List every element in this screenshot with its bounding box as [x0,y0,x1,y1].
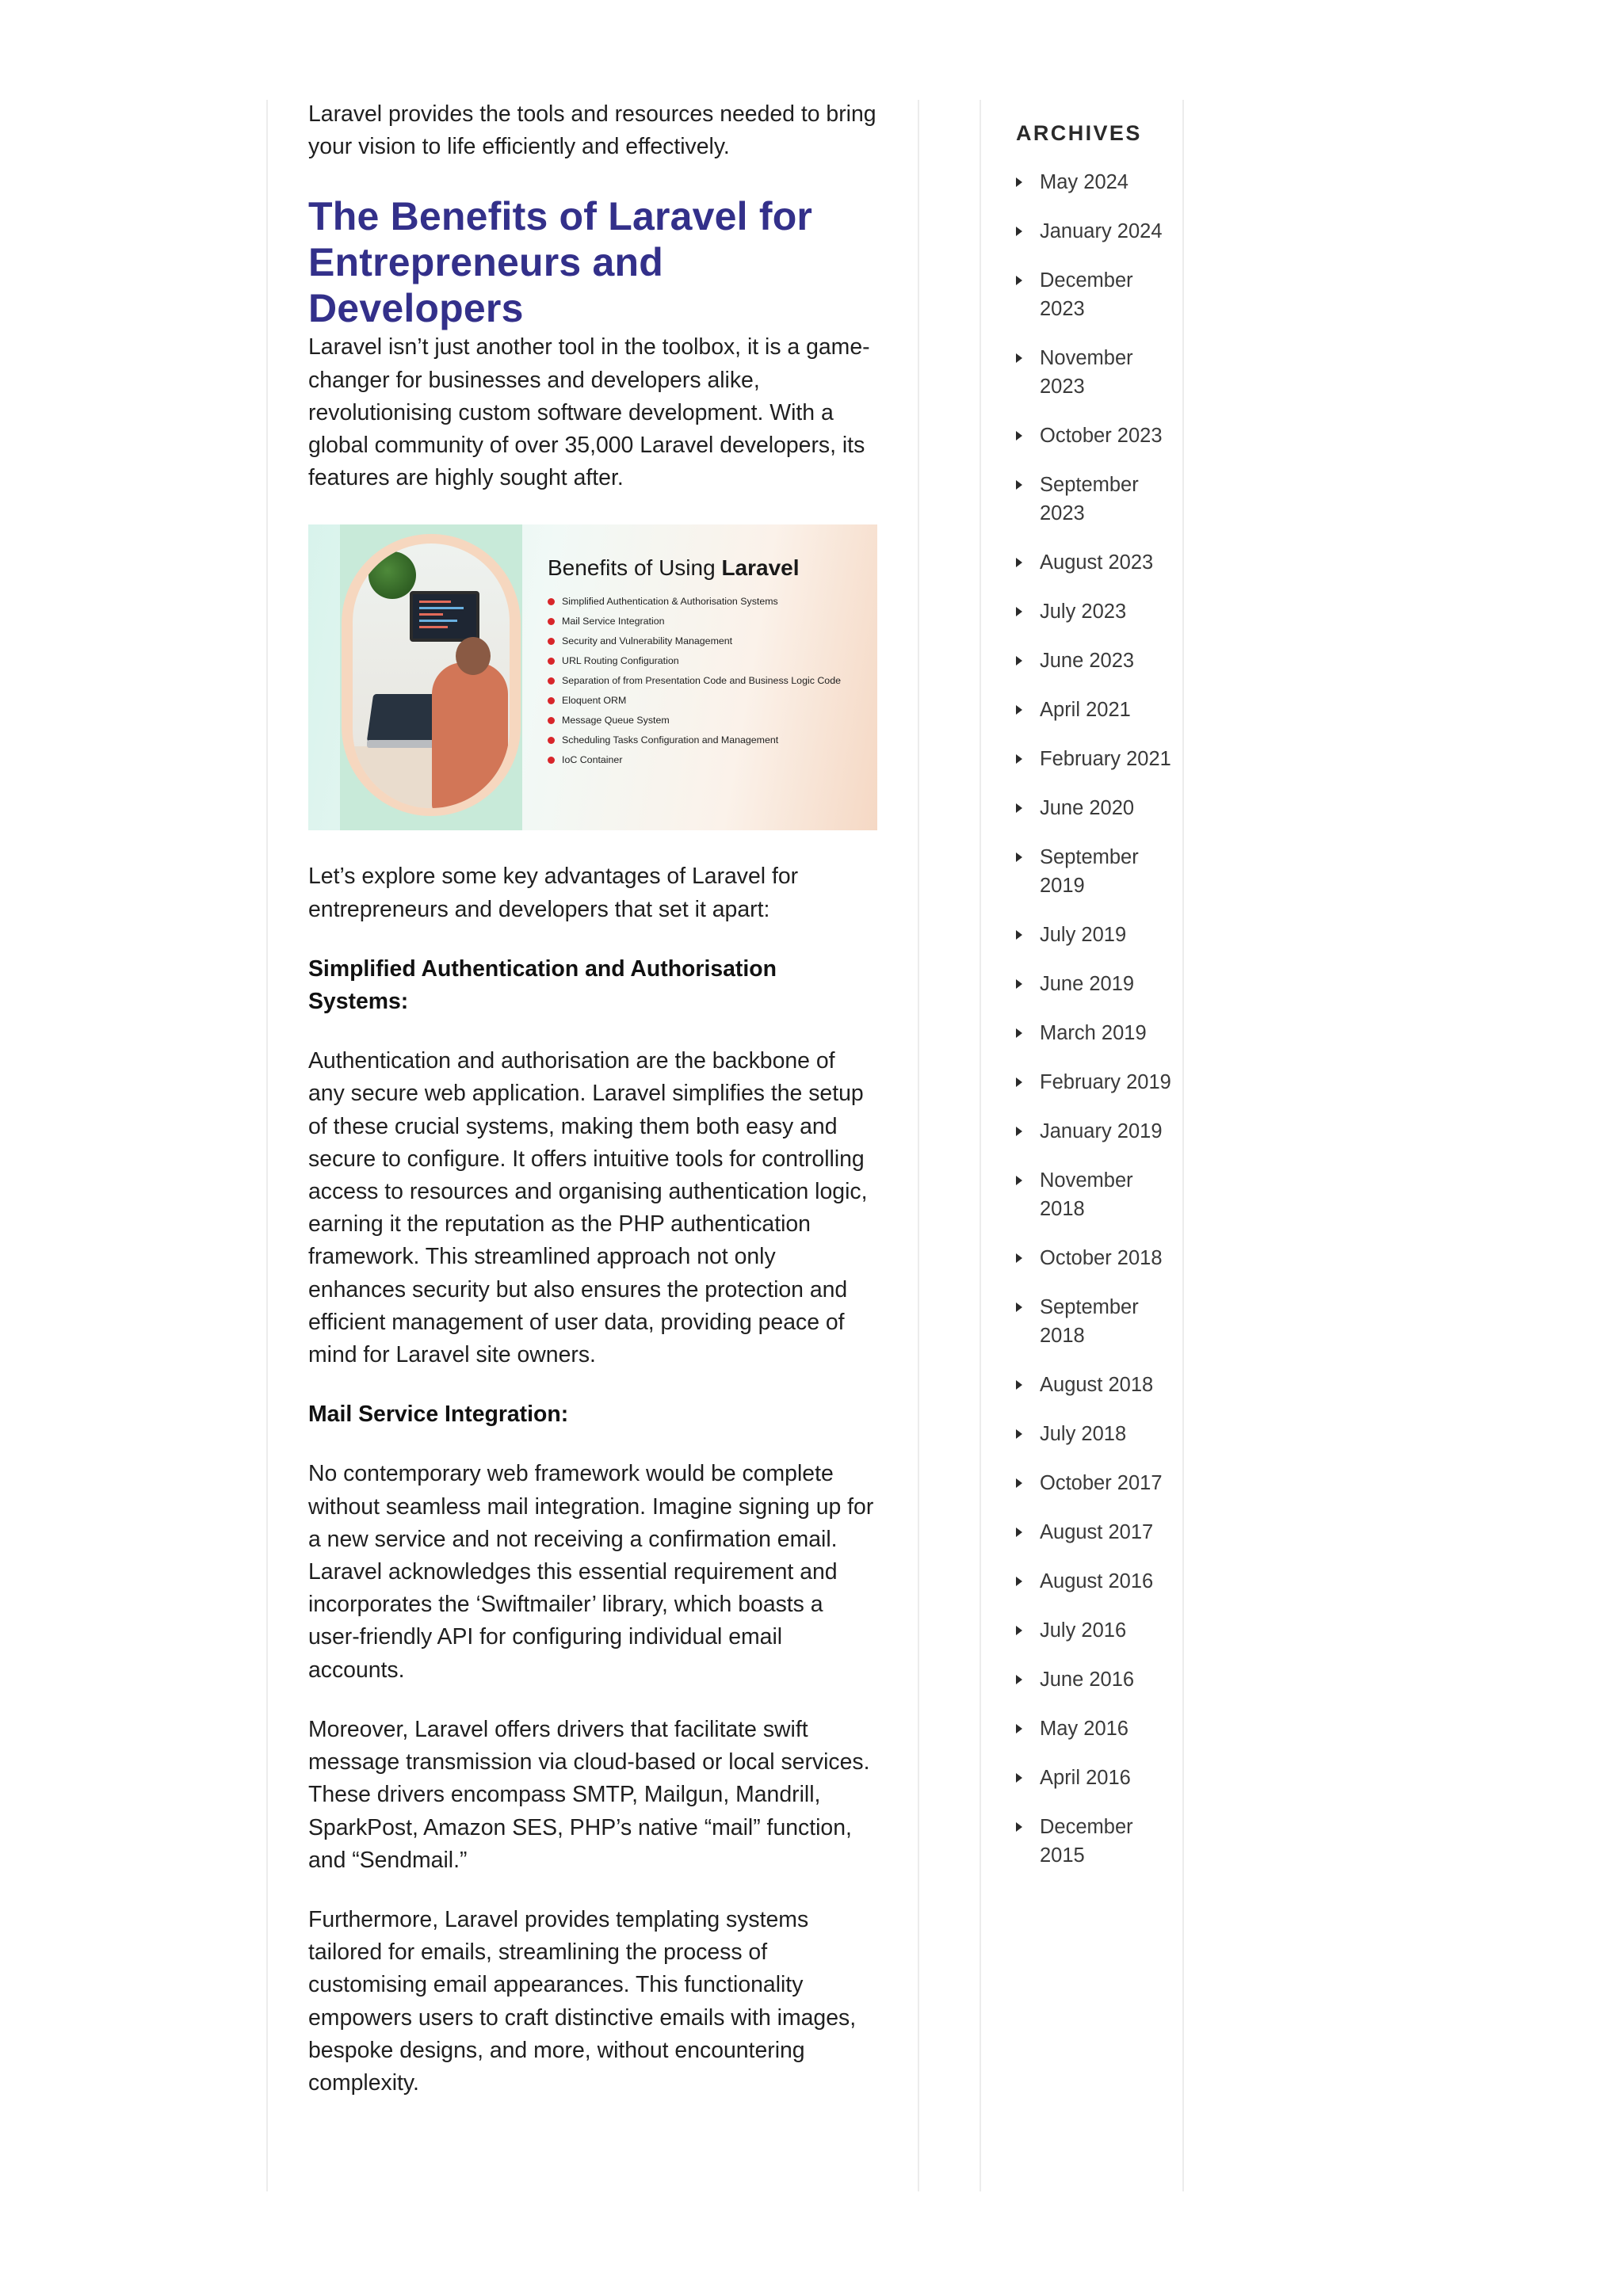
archive-item[interactable] [1016,696,1174,724]
archive-item[interactable] [1016,471,1174,528]
archive-link[interactable]: August 2018 [1040,1374,1154,1396]
archive-item[interactable] [1016,1518,1174,1547]
archive-link[interactable]: November 2023 [1040,347,1133,398]
archive-link[interactable]: June 2023 [1040,650,1135,672]
caret-right-icon [1016,1822,1022,1832]
archive-link[interactable]: June 2020 [1040,797,1135,819]
archive-item[interactable] [1016,970,1174,998]
banner-list-item: Security and Vulnerability Management [548,635,849,647]
subheading-mail-service: Mail Service Integration: [308,1402,569,1428]
column-divider [980,100,981,2191]
archive-item[interactable] [1016,1714,1174,1743]
banner-photo [353,543,510,808]
archive-link[interactable]: October 2018 [1040,1247,1163,1269]
intro-paragraph: Laravel provides the tools and resources needed to bring your vision to life efficiently and effectively. [308,101,876,160]
banner-list-item: Scheduling Tasks Configuration and Management [548,734,849,746]
archive-item[interactable] [1016,597,1174,626]
banner-list-item: URL Routing Configuration [548,655,849,667]
monitor-icon [410,591,479,642]
caret-right-icon [1016,1429,1022,1439]
banner-list-item: Simplified Authentication & Authorisation Systems [548,596,849,608]
caret-right-icon [1016,979,1022,989]
bullet-dot-icon [548,618,555,625]
bullet-dot-icon [548,757,555,764]
archive-item[interactable] [1016,1068,1174,1097]
archive-item[interactable] [1016,1813,1174,1870]
archive-link[interactable]: August 2016 [1040,1570,1154,1592]
archive-link[interactable]: March 2019 [1040,1022,1147,1044]
archive-link[interactable]: July 2023 [1040,601,1127,623]
column-divider [266,100,268,2191]
caret-right-icon [1016,754,1022,764]
paragraph: Moreover, Laravel offers drivers that facilitate swift message transmission via cloud-based or local services. These drivers encompass SMTP, Mailgun, Mandrill, SparkPost, Amazon SES, PHP’s native “mail” function, and “Sendmail.” [308,1716,870,1873]
archives-sidebar [1016,119,1174,1890]
caret-right-icon [1016,177,1022,187]
archive-link[interactable]: May 2016 [1040,1718,1128,1740]
caret-right-icon [1016,930,1022,940]
archive-link[interactable]: January 2024 [1040,220,1163,242]
caret-right-icon [1016,1028,1022,1038]
caret-right-icon [1016,227,1022,236]
bullet-dot-icon [548,737,555,744]
archive-link[interactable]: August 2023 [1040,551,1154,574]
archive-item[interactable] [1016,1293,1174,1350]
archive-link[interactable]: July 2018 [1040,1423,1127,1445]
bullet-dot-icon [548,598,555,605]
archive-link[interactable]: November 2018 [1040,1169,1133,1220]
archive-item[interactable] [1016,266,1174,323]
caret-right-icon [1016,607,1022,616]
caret-right-icon [1016,852,1022,862]
column-divider [1182,100,1184,2191]
archive-link[interactable]: February 2019 [1040,1071,1171,1093]
archive-link[interactable]: December 2015 [1040,1816,1133,1867]
banner-title-prefix: Benefits of Using [548,555,716,581]
bullet-dot-icon [548,717,555,724]
banner-title [548,555,800,582]
archive-link[interactable]: September 2018 [1040,1296,1139,1347]
caret-right-icon [1016,803,1022,813]
bullet-dot-icon [548,677,555,685]
banner-list-item: Mail Service Integration [548,616,849,627]
archive-item[interactable] [1016,921,1174,949]
banner-title-bold: Laravel [721,555,800,581]
caret-right-icon [1016,480,1022,490]
archive-link[interactable]: April 2016 [1040,1767,1131,1789]
archive-item[interactable] [1016,1117,1174,1146]
banner-list-item: IoC Container [548,754,849,766]
caret-right-icon [1016,705,1022,715]
caret-right-icon [1016,1077,1022,1087]
archive-item[interactable] [1016,421,1174,450]
caret-right-icon [1016,1302,1022,1312]
archive-item[interactable] [1016,1469,1174,1497]
bullet-dot-icon [548,658,555,665]
archive-item[interactable] [1016,1567,1174,1596]
caret-right-icon [1016,1253,1022,1263]
archive-link[interactable]: July 2016 [1040,1619,1127,1642]
caret-right-icon [1016,1127,1022,1136]
paragraph: No contemporary web framework would be complete without seamless mail integration. Imagine signing up for a new service and not receiving a confirmation email. Laravel acknowledges this essential requirement and incorporates the ‘Swiftmailer’ library, which boasts a user-friendly API for configuring individual email accounts. [308,1461,874,1683]
archive-item[interactable] [1016,1420,1174,1448]
archive-item[interactable] [1016,1665,1174,1694]
bullet-dot-icon [548,638,555,645]
plant-icon [369,551,416,599]
caret-right-icon [1016,431,1022,441]
archive-item[interactable] [1016,344,1174,401]
paragraph: Let’s explore some key advantages of Laravel for entrepreneurs and developers that set it apart: [308,864,799,922]
article-body [308,98,877,2100]
archive-item[interactable] [1016,745,1174,773]
archive-item[interactable] [1016,217,1174,246]
archive-item[interactable] [1016,1616,1174,1645]
archive-link[interactable]: August 2017 [1040,1521,1154,1543]
archives-title: ARCHIVES [1016,121,1142,145]
caret-right-icon [1016,1675,1022,1684]
archive-link[interactable]: June 2016 [1040,1669,1135,1691]
section-heading: The Benefits of Laravel for Entrepreneurs and Developers [308,194,813,331]
caret-right-icon [1016,656,1022,666]
archive-link[interactable]: June 2019 [1040,973,1135,995]
archive-link[interactable]: May 2024 [1040,171,1128,193]
archive-link[interactable]: September 2023 [1040,474,1139,524]
archive-item[interactable] [1016,1764,1174,1792]
archive-item[interactable] [1016,1371,1174,1399]
archive-item[interactable] [1016,1019,1174,1047]
banner-list-item: Message Queue System [548,715,849,727]
archive-item[interactable] [1016,548,1174,577]
archive-item[interactable] [1016,1166,1174,1223]
person-figure [432,662,508,808]
archive-link[interactable]: January 2019 [1040,1120,1163,1142]
archive-link[interactable]: October 2023 [1040,425,1163,447]
caret-right-icon [1016,1478,1022,1488]
archive-link[interactable]: September 2019 [1040,846,1139,897]
archive-item[interactable] [1016,168,1174,196]
caret-right-icon [1016,1577,1022,1586]
caret-right-icon [1016,353,1022,363]
caret-right-icon [1016,1176,1022,1185]
archive-item[interactable] [1016,1244,1174,1272]
caret-right-icon [1016,1527,1022,1537]
paragraph: Authentication and authorisation are the backbone of any secure web application. Laravel simplifies the setup of these crucial systems, making them both easy and secure to configure. It offers intuitive tools for controlling access to resources and organising authentication logic, earning it the reputation as the PHP authentication framework. This streamlined approach not only enhances security but also ensures the protection and efficient management of user data, providing peace of mind for Laravel site owners. [308,1048,868,1368]
archive-link[interactable]: July 2019 [1040,924,1127,946]
archive-link[interactable]: April 2021 [1040,699,1131,721]
caret-right-icon [1016,1724,1022,1733]
caret-right-icon [1016,1773,1022,1783]
archive-link[interactable]: December 2023 [1040,269,1133,320]
column-divider [918,100,919,2191]
archives-list [1016,168,1174,1870]
subheading-authentication: Simplified Authentication and Authorisation Systems: [308,955,777,1015]
archive-item[interactable] [1016,843,1174,900]
archive-item[interactable] [1016,794,1174,822]
paragraph: Furthermore, Laravel provides templating systems tailored for emails, streamlining the process of customising email appearances. This functionality empowers users to craft distinctive emails with images, bespoke designs, and more, without encountering complexity. [308,1906,857,2096]
caret-right-icon [1016,558,1022,567]
caret-right-icon [1016,1380,1022,1390]
archive-link[interactable]: October 2017 [1040,1472,1163,1494]
banner-benefits-list [548,596,849,774]
caret-right-icon [1016,276,1022,285]
caret-right-icon [1016,1626,1022,1635]
bullet-dot-icon [548,697,555,704]
banner-list-item: Separation of from Presentation Code and Business Logic Code [548,675,849,687]
benefits-banner-image [308,524,877,830]
archive-item[interactable] [1016,646,1174,675]
paragraph: Laravel isn’t just another tool in the toolbox, it is a game-changer for businesses and developers alike, revolutionising custom software development. With a global community of over 35,000 Laravel developers, its features are highly sought after. [308,334,870,491]
banner-list-item: Eloquent ORM [548,695,849,707]
archive-link[interactable]: February 2021 [1040,748,1171,770]
